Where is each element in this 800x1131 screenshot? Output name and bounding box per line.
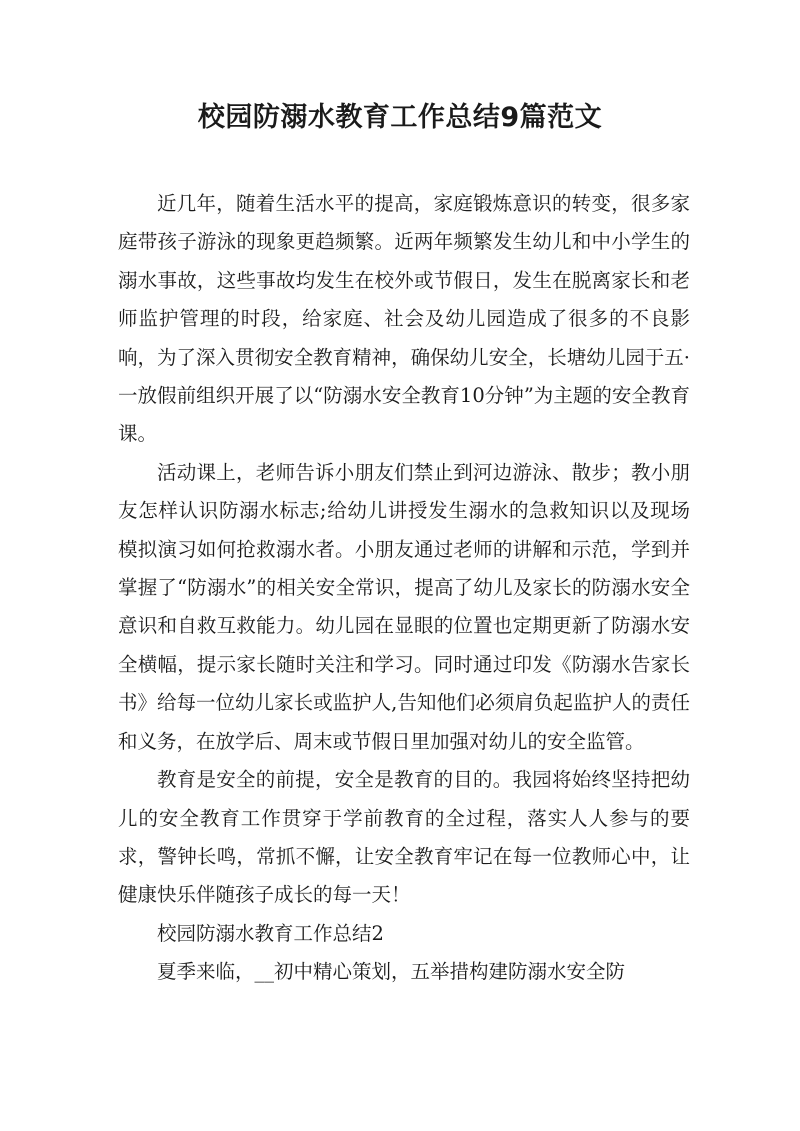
- document-title: 校园防溺水教育工作总结9篇范文: [197, 102, 603, 133]
- section-first-line: 夏季来临，__初中精心策划，五举措构建防溺水安全防: [157, 960, 626, 984]
- paragraph-2: 活动课上，老师告诉小朋友们禁止到河边游泳、散步；教小朋友怎样认识防溺水标志;给幼儿讲授发生溺水的急救知识以及现场模拟演习如何抢救溺水者。小朋友通过老师的讲解和示范，学到并掌握了“防溺水”的相关安全常识，提高了幼儿及家长的防溺水安全意识和自救互救能力。幼儿园在显眼的位置也定期更新了防溺水安全横幅，提示家长随时关注和学习。同时通过印发《防溺水告家长书》给每一位幼儿家长或监护人,告知他们必须肩负起监护人的责任和义务，在放学后、周末或节假日里加强对幼儿的安全监管。: [118, 460, 690, 753]
- paragraph-1: 近几年，随着生活水平的提高，家庭锻炼意识的转变，很多家庭带孩子游泳的现象更趋频繁。近两年频繁发生幼儿和中小学生的溺水事故，这些事故均发生在校外或节假日，发生在脱离家长和老师监护管理的时段，给家庭、社会及幼儿园造成了很多的不良影响，为了深入贯彻安全教育精神，确保幼儿安全，长塘幼儿园于五·一放假前组织开展了以“防溺水安全教育10分钟”为主题的安全教育课。: [118, 192, 690, 446]
- section-heading: 校园防溺水教育工作总结2: [157, 921, 384, 945]
- paragraph-3: 教育是安全的前提，安全是教育的目的。我园将始终坚持把幼儿的安全教育工作贯穿于学前教育的全过程，落实人人参与的要求，警钟长鸣，常抓不懈，让安全教育牢记在每一位教师心中，让健康快乐伴随孩子成长的每一天！: [118, 768, 690, 907]
- document-body: [118, 185, 690, 992]
